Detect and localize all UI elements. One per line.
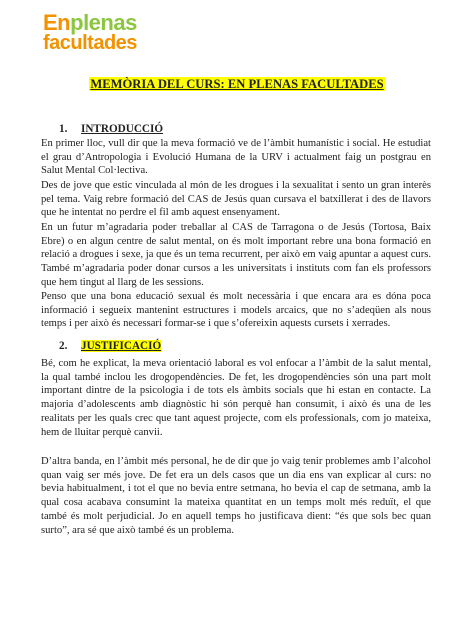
document-title xyxy=(0,76,474,92)
paragraph: En primer lloc, vull dir que la meva formació ve de l’àmbit humanístic i social. He estudiat el grau d’Antropologia i Evolució Humana de la URV i actualment faig un postgrau en Salut Mental Col·lectiva. xyxy=(41,138,431,177)
logo-plenas: plenas xyxy=(70,10,137,35)
section-heading-text: JUSTIFICACIÓ xyxy=(81,340,162,352)
paragraph: Bé, com he explicat, la meva orientació laboral es vol enfocar a l’àmbit de la salut mental, la qual també inclou les drogopendències. De fet, les drogopendències són una part molt important dintre de la psicologia i de tots els àmbits socials que hi estan en contacte. La majoria d’adolescents amb diagnòstic hi són perquè han consumit, i això és una de les realitats per les quals crec que tant aquest projecte, com els professionals, com jo mateixa, hem de lluitar perquè canvii. xyxy=(41,358,431,438)
section-heading-justificacio xyxy=(59,339,161,353)
paragraph: D’altra banda, en l’àmbit més personal, he de dir que jo vaig tenir problemes amb l’alcohol quan vaig ser més jove. De fet era un dels casos que un dia ens van explicar al curs: no bevia habitualment, i tot el que no bevia entre setmana, ho bevia el cap de setmana, amb la qual cosa acabava consumint la mateixa quantitat en un temps molt més reduït, el que també és molt perjudicial. Jo en aquell temps ho justificava dient: “és que sols bec quan surto”, ara sé que això també és un problema. xyxy=(41,456,431,536)
section-heading-text: INTRODUCCIÓ xyxy=(81,123,164,135)
section-number: 2. xyxy=(59,340,68,352)
logo-en: En xyxy=(43,10,71,35)
document-title-text: MEMÒRIA DEL CURS: EN PLENAS FACULTADES xyxy=(90,77,384,91)
logo-facultades: facultades xyxy=(43,32,137,54)
en-plenas-facultades-logo xyxy=(43,12,163,58)
paragraph: En un futur m’agradaria poder treballar al CAS de Tarragona o de Jesús (Tortosa, Baix Ebre) o en algun centre de salut mental, on és molt important rebre una bona formació en relació a drogues i sexe, ja que és un tema recurrent, per això em vaig apuntar a aquest curs. També m’agradaria poder donar cursos a les universitats i instituts com fan els professors que hem tingut al llarg de les sessions. xyxy=(41,222,431,288)
paragraph: Des de jove que estic vinculada al món de les drogues i la sexualitat i sento un gran interès pel tema. Vaig rebre formació del CAS de Jesús quan cursava el batxillerat i des de llavors que he intentat no perdre el fil amb aquest ensenyament. xyxy=(41,180,431,219)
logo-line-1 xyxy=(43,12,137,34)
paragraph: Penso que una bona educació sexual és molt necessària i que encara ara es dóna poca informació i segueix mantenint estructures i models arcaics, que no s’adeqüen als nous temps i per això és necessari formar-se i que s’ofereixin aquests cursets i xerrades. xyxy=(41,291,431,330)
section-heading-introduccio xyxy=(59,122,163,136)
section-number: 1. xyxy=(59,123,68,135)
